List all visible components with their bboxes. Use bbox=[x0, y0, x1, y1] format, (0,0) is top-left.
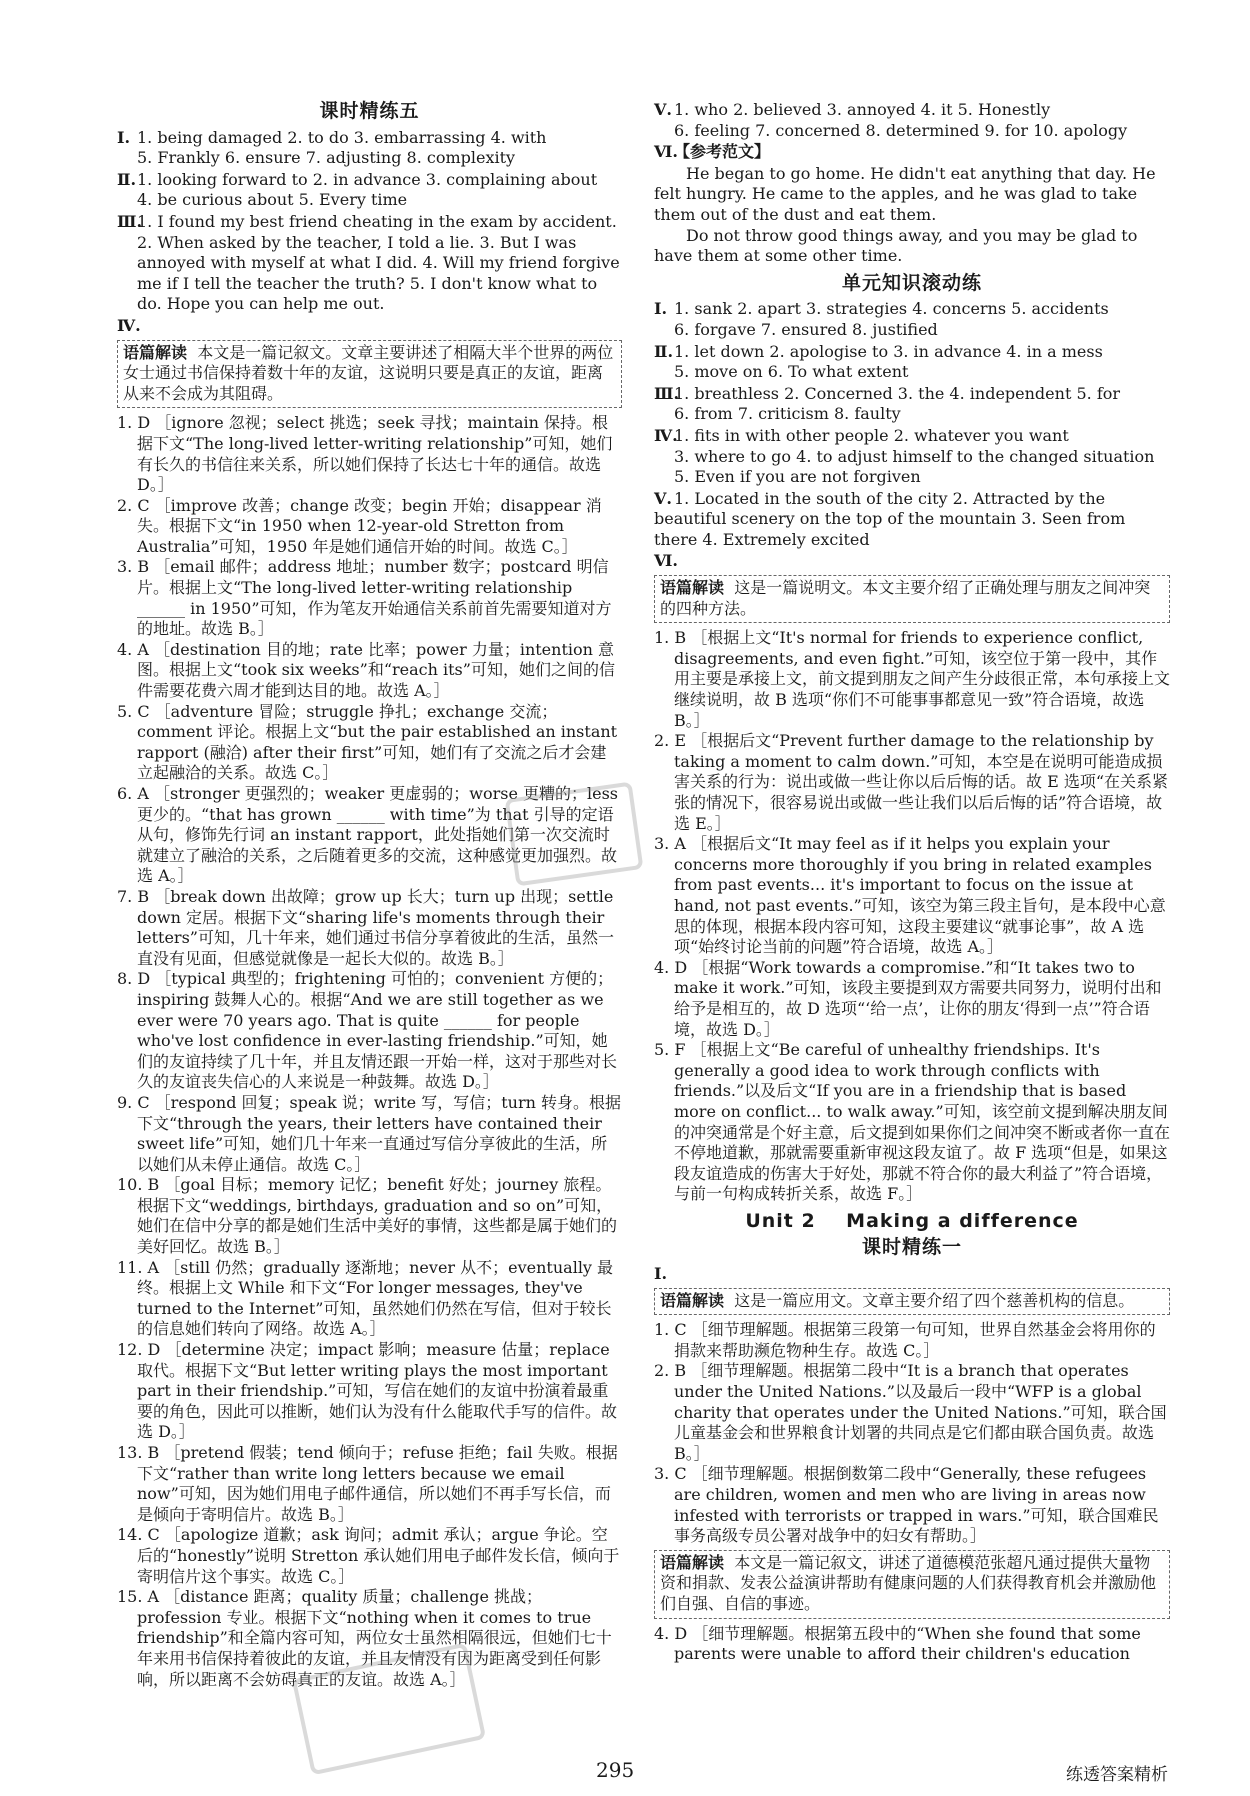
unit-title: Unit 2 Making a difference bbox=[745, 1209, 1079, 1232]
answer-item: 3. B ［email 邮件；address 地址；number 数字；postcard 明信片。根据上文“The long-lived letter-writing relationship ______ in 1950”可知，作为笔友开始通信关系前首先需要知道对方的地址。故选 B。］ bbox=[117, 557, 612, 639]
exercise-4 bbox=[117, 316, 622, 337]
passage-analysis-box bbox=[654, 1288, 1170, 1316]
answer-item: 1. C ［细节理解题。根据第三段第一句可知，世界自然基金会将用你的捐款来帮助濒危物种生存。故选 C。］ bbox=[654, 1320, 1156, 1360]
box-text: 这是一篇应用文。文章主要介绍了四个慈善机构的信息。 bbox=[734, 1290, 1135, 1310]
answer-list bbox=[654, 628, 1170, 1205]
answer-item: 2. E ［根据后文“Prevent further damage to the relationship by taking a moment to calm down.”可知，本空是在说明可能造成损害关系的行为：说出或做一些让你以后后悔的话。故 E 选项“在关系紧张的情况下，很容易说出或做一些让我们以后后悔的话”符合语境，故选 E。］ bbox=[654, 731, 1169, 833]
exercise-number: Ⅰ. bbox=[117, 127, 131, 147]
answer-item: 1. B ［根据上文“It's normal for friends to experience conflict, disagreements, and even fight.”可知，该空位于第一段中，其作用主要是承接上文，前文提到朋友之间产生分歧很正常，本句承接上文继续说明，故 B 选项“你们不可能事事都意见一致”符合语境，故选 B。］ bbox=[654, 628, 1171, 730]
answer-line: 1. Located in the south of the city 2. Attracted by the beautiful scenery on the top of the mountain 3. Seen from there 4. Extremely excited bbox=[654, 488, 1126, 549]
exercise-6 bbox=[654, 142, 1170, 163]
answer-line: 6. from 7. criticism 8. faulty bbox=[674, 404, 901, 424]
review-exercise-2 bbox=[654, 342, 1170, 383]
exercise-number: Ⅰ. bbox=[654, 1264, 668, 1284]
answer-item: 2. B ［细节理解题。根据第二段中“It is a branch that operates under the United Nations.”以及最后一段中“WFP is a global charity that operates under the United Nations.”可知，联合国儿童基金会和世界粮食计划署的共同点是它们都由联合国负责。故选 B。］ bbox=[654, 1361, 1167, 1463]
answer-item: 4. D ［细节理解题。根据第五段中的“When she found that some parents were unable to afford their children's education bbox=[654, 1623, 1141, 1664]
exercise-number: Ⅲ. bbox=[654, 383, 680, 403]
exercise-number: Ⅰ. bbox=[654, 299, 668, 319]
exercise-number: Ⅱ. bbox=[117, 169, 137, 189]
answer-item: 5. C ［adventure 冒险；struggle 挣扎；exchange 交流；comment 评论。根据上文“but the pair established an instant rapport (融洽) after their first”可知，她们有了交流之后才会建立起融洽的关系。故选 C。］ bbox=[117, 701, 618, 783]
answer-line: 2. When asked by the teacher, I told a lie. 3. But I was annoyed with myself at what I did. 4. Will my friend forgive me if I tell the teacher the truth? 5. I don't know what to do. Hope you can help me out. bbox=[137, 232, 620, 314]
exercise-number: Ⅳ. bbox=[654, 425, 678, 445]
answer-item: 7. B ［break down 出故障；grow up 长大；turn up 出现；settle down 定居。根据下文“sharing life's moments through their letters”可知，几十年来，她们通过书信分享着彼此的生活，虽然一直没有见面，但感觉就像是一起长大似的。故选 B。］ bbox=[117, 886, 614, 968]
answer-line: 5. move on 6. To what extent bbox=[674, 362, 909, 382]
exercise-number: Ⅳ. bbox=[117, 315, 141, 335]
answer-line: 5. Frankly 6. ensure 7. adjusting 8. complexity bbox=[137, 148, 516, 168]
exercise-2 bbox=[117, 170, 622, 211]
answer-item: 2. C ［improve 改善；change 改变；begin 开始；disappear 消失。根据下文“in 1950 when 12-year-old Stretton from Australia”可知，1950 年是她们通信开始的时间。故选 C。］ bbox=[117, 495, 602, 556]
answer-item: 6. A ［stronger 更强烈的；weaker 更虚弱的；worse 更糟的；less 更少的。“that has grown ______ with time”为 that 引导的定语从句，修饰先行词 an instant rapport，此处指她们第一次交流时就建立了融洽的关系，之后随着更多的交流，这种感觉更加强烈。故选 A。］ bbox=[117, 784, 619, 886]
exercise-number: Ⅵ. bbox=[654, 142, 678, 162]
section-title: 课时精练五 bbox=[319, 100, 420, 122]
review-exercise-5 bbox=[654, 489, 1170, 551]
box-text: 本文是一篇记叙文。文章主要讲述了相隔大半个世界的两位女士通过书信保持着数十年的友谊，这说明只要是真正的友谊，距离从来不会成为其阻碍。 bbox=[123, 342, 614, 403]
answer-line: 1. breathless 2. Concerned 3. the 4. independent 5. for bbox=[674, 383, 1121, 403]
answer-item: 4. D ［根据“Work towards a compromise.”和“It takes two to make it work.”可知，该段主要提到双方需要共同努力，说明付出和给予是相互的，故 D 选项“‘给一点’，让你的朋友‘得到一点’”符合语境，故选 D。］ bbox=[654, 957, 1162, 1039]
answer-line: 4. be curious about 5. Every time bbox=[137, 190, 408, 210]
section-title: 课时精练一 bbox=[861, 1236, 962, 1259]
answer-line: 1. let down 2. apologise to 3. in advance 4. in a mess bbox=[674, 341, 1103, 361]
essay-paragraph: He began to go home. He didn't eat anything that day. He felt hungry. He came to the apples, and he was glad to take them out of the dust and eat them. bbox=[654, 163, 1156, 224]
essay-paragraph: Do not throw good things away, and you may be glad to have them at some other time. bbox=[654, 225, 1138, 266]
answer-line: 6. feeling 7. concerned 8. determined 9. for 10. apology bbox=[674, 120, 1128, 140]
exercise-1 bbox=[117, 128, 622, 169]
footer-label: 练透答案精析 bbox=[1066, 1765, 1168, 1785]
passage-analysis-box bbox=[654, 575, 1170, 623]
passage-analysis-box bbox=[117, 340, 622, 409]
box-text: 本文是一篇记叙文，讲述了道德模范张超凡通过提供大量物资和捐款、发表公益演讲帮助有健康问题的人们获得教育机会并激励他们自强、自信的事迹。 bbox=[660, 1552, 1157, 1613]
answer-line: 1. who 2. believed 3. annoyed 4. it 5. Honestly bbox=[674, 100, 1051, 119]
box-label: 语篇解读 bbox=[660, 1552, 725, 1572]
answer-list bbox=[117, 413, 622, 1690]
answer-line: 5. Even if you are not forgiven bbox=[674, 467, 921, 487]
right-column bbox=[654, 100, 1170, 1665]
review-exercise-3 bbox=[654, 384, 1170, 425]
review-exercise-1 bbox=[654, 299, 1170, 340]
answer-line: 6. forgave 7. ensured 8. justified bbox=[674, 319, 938, 339]
answer-line: 3. where to go 4. to adjust himself to the changed situation bbox=[674, 446, 1155, 466]
left-column bbox=[117, 95, 622, 1690]
answer-item: 10. B ［goal 目标；memory 记忆；benefit 好处；journey 旅程。根据下文“weddings, birthdays, graduation and so on”可知，她们在信中分享的都是她们生活中美好的事情，这些都是属于她们的美好回忆。故选 B。］ bbox=[117, 1175, 618, 1257]
answer-item: 9. C ［respond 回复；speak 说；write 写，写信；turn 转身。根据下文“through the years, their letters have contained their sweet life”可知，她们几十年来一直通过写信分享彼此的生活，所以她们从未停止通信。故选 C。］ bbox=[117, 1092, 621, 1174]
answer-item: 15. A ［distance 距离；quality 质量；challenge 挑战；profession 专业。根据下文“nothing when it comes to true friendship”和全篇内容可知，两位女士虽然相隔很远，但她们七十年来用书信保持着彼此的友谊，并且友情没有因为距离受到任何影响，所以距离不会妨碍真正的友谊。故选 A。］ bbox=[117, 1587, 612, 1689]
answer-item: 1. D ［ignore 忽视；select 挑选；seek 寻找；maintain 保持。根据下文“The long-lived letter-writing relationship”可知，她们有长久的书信往来关系，所以她们保持了长达七十年的通信。故选 D。］ bbox=[117, 413, 613, 495]
answer-item: 3. A ［根据后文“It may feel as if it helps you explain your concerns more thoroughly if you bring in related examples from past events... it's important to focus on the issue at hand, not past events.”可知，该空为第三段主旨句，是本段中心意思的体现，根据本段内容可知，这段主要建议“就事论事”，故 A 选项“始终讨论当前的问题”符合语境，故选 A。］ bbox=[654, 834, 1166, 957]
section-title: 单元知识滚动练 bbox=[841, 271, 982, 294]
answer-item: 12. D ［determine 决定；impact 影响；measure 估量；replace 取代。根据下文“But letter writing plays the most important part in their friendship.”可知，写信在她们的友谊中扮演着最重要的角色，因此可以推断，她们认为没有什么能取代手写的信件。故选 D。］ bbox=[117, 1340, 618, 1442]
answer-line: 1. fits in with other people 2. whatever you want bbox=[674, 425, 1069, 445]
exercise-number: Ⅴ. bbox=[654, 488, 672, 508]
answer-line: 1. looking forward to 2. in advance 3. complaining about bbox=[137, 169, 598, 189]
page-number: 295 bbox=[596, 1758, 635, 1782]
exercise-number: Ⅲ. bbox=[117, 211, 143, 231]
sample-essay-label: 【参考范文】 bbox=[674, 142, 771, 162]
review-exercise-6 bbox=[654, 551, 1170, 572]
box-text: 这是一篇说明文。本文主要介绍了正确处理与朋友之间冲突的四种方法。 bbox=[660, 578, 1151, 618]
answer-line: 1. I found my best friend cheating in the exam by accident. bbox=[137, 211, 617, 231]
exercise-number: Ⅵ. bbox=[654, 551, 678, 571]
answer-item: 4. A ［destination 目的地；rate 比率；power 力量；intention 意图。根据上文“took six weeks”和“reach its”可知，她们之间的信件需要花费六周才能到达目的地。故选 A。］ bbox=[117, 639, 615, 701]
answer-line: 1. being damaged 2. to do 3. embarrassing 4. with bbox=[137, 127, 547, 147]
unit2-exercise-1 bbox=[654, 1264, 1170, 1285]
watermark-stamp bbox=[504, 782, 643, 887]
answer-item: 5. F ［根据上文“Be careful of unhealthy friendships. It's generally a good idea to work through conflicts with friends.”以及后文“If you are in a friendship that is based more on conflict... to walk away.”可知，该空前文提到解决朋友间的冲突通常是个好主意，后文提到如果你们之间冲突不断或者你一直在不停地道歉，那就需要重新审视这段友谊了。故 F 选项“但是，如果这段友谊造成的伤害大于好处，那就不符合你的最大利益了”符合语境，与前一句构成转折关系，故选 F。］ bbox=[654, 1040, 1171, 1204]
answer-item: 3. C ［细节理解题。根据倒数第二段中“Generally, these refugees are children, women and men who are living in areas now infested with terrorists or trapped in wars.”可知，联合国难民事务高级专员公署对战争中的妇女有帮助。］ bbox=[654, 1464, 1159, 1546]
exercise-number: Ⅱ. bbox=[654, 341, 674, 361]
review-exercise-4 bbox=[654, 426, 1170, 488]
box-label: 语篇解读 bbox=[660, 578, 725, 598]
exercise-number: Ⅴ. bbox=[654, 100, 672, 119]
answer-item: 13. B ［pretend 假装；tend 倾向于；refuse 拒绝；fail 失败。根据下文“rather than write long letters because we email now”可知，因为她们用电子邮件通信，所以她们不再手写长信，而是倾向于寄明信片。故选 B。］ bbox=[117, 1443, 618, 1524]
passage-analysis-box bbox=[654, 1550, 1170, 1619]
answer-item: 14. C ［apologize 道歉；ask 询问；admit 承认；argue 争论。空后的“honestly”说明 Stretton 承认她们用电子邮件发长信，倾向于寄明信片这个事实。故选 C。］ bbox=[117, 1525, 620, 1586]
exercise-5 bbox=[654, 100, 1170, 141]
box-label: 语篇解读 bbox=[660, 1290, 725, 1310]
answer-line: 1. sank 2. apart 3. strategies 4. concerns 5. accidents bbox=[674, 299, 1109, 319]
exercise-3 bbox=[117, 212, 622, 315]
answer-item: 8. D ［typical 典型的；frightening 可怕的；convenient 方便的；inspiring 鼓舞人心的。根据“And we are still together as we ever were 70 years ago. That is quite ______ for people who've lost confidence in ever-lasting friendship.”可知，她们的友谊持续了几十年，并且友情还跟一开始一样，这对于那些对长久的友谊丧失信心的人来说是一种鼓舞。故选 D。］ bbox=[117, 969, 618, 1092]
answer-item: 11. A ［still 仍然；gradually 逐渐地；never 从不；eventually 最终。根据上文 While 和下文“For longer messages, they've turned to the Internet”可知，虽然她们仍然在写信，但对于较长的信息她们转向了网络。故选 A。］ bbox=[117, 1257, 614, 1339]
box-label: 语篇解读 bbox=[123, 342, 188, 362]
